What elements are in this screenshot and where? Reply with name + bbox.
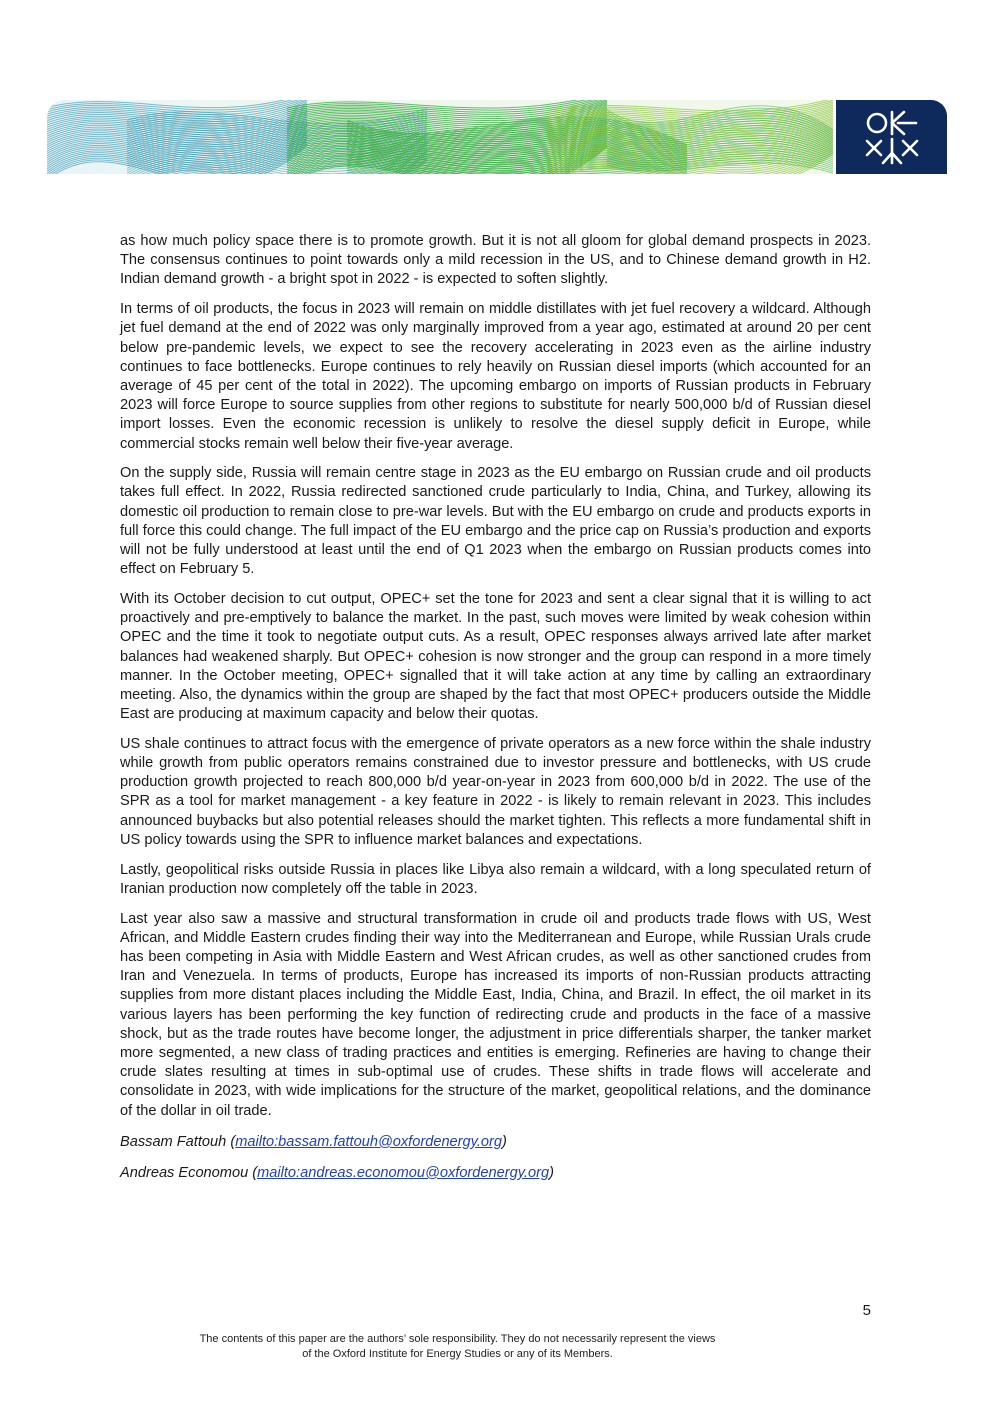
paragraph-5: US shale continues to attract focus with the emergence of private operators as a new force within the shale industry while growth from public operators remains constrained due to investor pressure and bottlenecks, with US crude production growth projected to reach 800,000 b/d year-on-year in 2023 from 600,000 b/d in 2022. The use of the SPR as a tool for market management - a key feature in 2022 - is likely to remain relevant in 2023. This includes announced buybacks but also potential releases should the market tighten. This reflects a more fundamental shift in US policy towards using the SPR to influence market balances and expectations. (120, 735, 871, 848)
author-signature-1 (120, 1133, 871, 1152)
article-body (120, 232, 871, 1183)
paragraph-3: On the supply side, Russia will remain centre stage in 2023 as the EU embargo on Russian crude and oil products takes full effect. In 2022, Russia redirected sanctioned crude particularly to India, China, and Turkey, allowing its domestic oil production to remain close to pre-war levels. But with the EU embargo on crude and products exports in full force this could change. The full impact of the EU embargo and the price cap on Russia’s production and exports will not be fully understood at least until the end of Q1 2023 when the embargo on Russian products comes into effect on February 5. (120, 465, 871, 578)
paren-close: ) (502, 1133, 507, 1150)
author-name: Bassam Fattouh (120, 1133, 227, 1150)
paragraph-4: With its October decision to cut output, OPEC+ set the tone for 2023 and sent a clear signal that it is willing to act proactively and pre-emptively to balance the market. In the past, such moves were limited by weak cohesion within OPEC and the time it took to negotiate output cuts. As a result, OPEC responses always arrived late after market balances had weakened sharply. But OPEC+ cohesion is now stronger and the group can respond in a more timely manner. In the October meeting, OPEC+ signalled that it will take action at any time by calling an extraordinary meeting. Also, the dynamics within the group are shaped by the fact that most OPEC+ producers outside the Middle East are producing at maximum capacity and below their quotas. (120, 590, 871, 723)
paragraph-1: as how much policy space there is to promote growth. But it is not all gloom for global demand prospects in 2023. The consensus continues to point towards only a mild recession in the US, and to Chinese demand growth in H2. Indian demand growth - a bright spot in 2022 - is expected to soften slightly. (120, 233, 871, 288)
paren-open: ( (248, 1164, 258, 1181)
paragraph-7: Last year also saw a massive and structural transformation in crude oil and products trade flows with US, West African, and Middle Eastern crudes finding their way into the Mediterranean and Europe, while Russian Urals crude has been competing in Asia with Middle Eastern and West African crudes, as well as other sanctioned crudes from Iran and Venezuela. In terms of products, Europe has increased its imports of non-Russian products attracting supplies from more distant places including the Middle East, India, China, and Brazil. In effect, the oil market in its various layers has been performing the key function of redirecting crude and products in the face of a massive shock, but as the trade routes have become longer, the adjustment in price differentials sharper, the tanker market more segmented, a new class of trading practices and entities is emerging. Refineries are having to change their crude slates resulting at times in sub-optimal use of crudes. These shifts in trade flows will accelerate and consolidate in 2023, with wide implications for the structure of the market, geopolitical relations, and the dominance of the dollar in oil trade. (120, 910, 871, 1119)
oxford-institute-logo-icon (861, 109, 923, 165)
paren-close: ) (549, 1164, 554, 1181)
author-name: Andreas Economou (120, 1164, 249, 1181)
header-banner (47, 100, 833, 174)
wave-pattern-graphic (47, 100, 833, 174)
author-email-link[interactable]: mailto:andreas.economou@oxfordenergy.org (257, 1164, 550, 1181)
footer-disclaimer (100, 1332, 815, 1362)
oxford-institute-logo (836, 100, 947, 174)
footer-line-2: of the Oxford Institute for Energy Studies or any of its Members. (302, 1348, 613, 1360)
paren-open: ( (226, 1133, 236, 1150)
author-email-link[interactable]: mailto:bassam.fattouh@oxfordenergy.org (235, 1133, 503, 1150)
page-number: 5 (862, 1302, 871, 1319)
paragraph-6: Lastly, geopolitical risks outside Russia in places like Libya also remain a wildcard, with a long speculated return of Iranian production now completely off the table in 2023. (120, 861, 871, 897)
paragraph-2: In terms of oil products, the focus in 2023 will remain on middle distillates with jet fuel recovery a wildcard. Although jet fuel demand at the end of 2022 was only marginally improved from a year ago, estimated at around 20 per cent below pre-pandemic levels, we expect to see the recovery accelerating in 2023 even as the airline industry continues to face bottlenecks. Europe continues to rely heavily on Russian diesel imports (which accounted for an average of 45 per cent of the total in 2022). The upcoming embargo on imports of Russian products in February 2023 will force Europe to source supplies from other regions to substitute for nearly 500,000 b/d of Russian diesel import losses. Even the economic recession is unlikely to resolve the diesel supply deficit in Europe, while commercial stocks remain well below their five-year average. (120, 301, 871, 452)
author-signature-2 (120, 1164, 871, 1183)
footer-line-1: The contents of this paper are the authors’ sole responsibility. They do not necessarily represent the views (199, 1333, 716, 1345)
